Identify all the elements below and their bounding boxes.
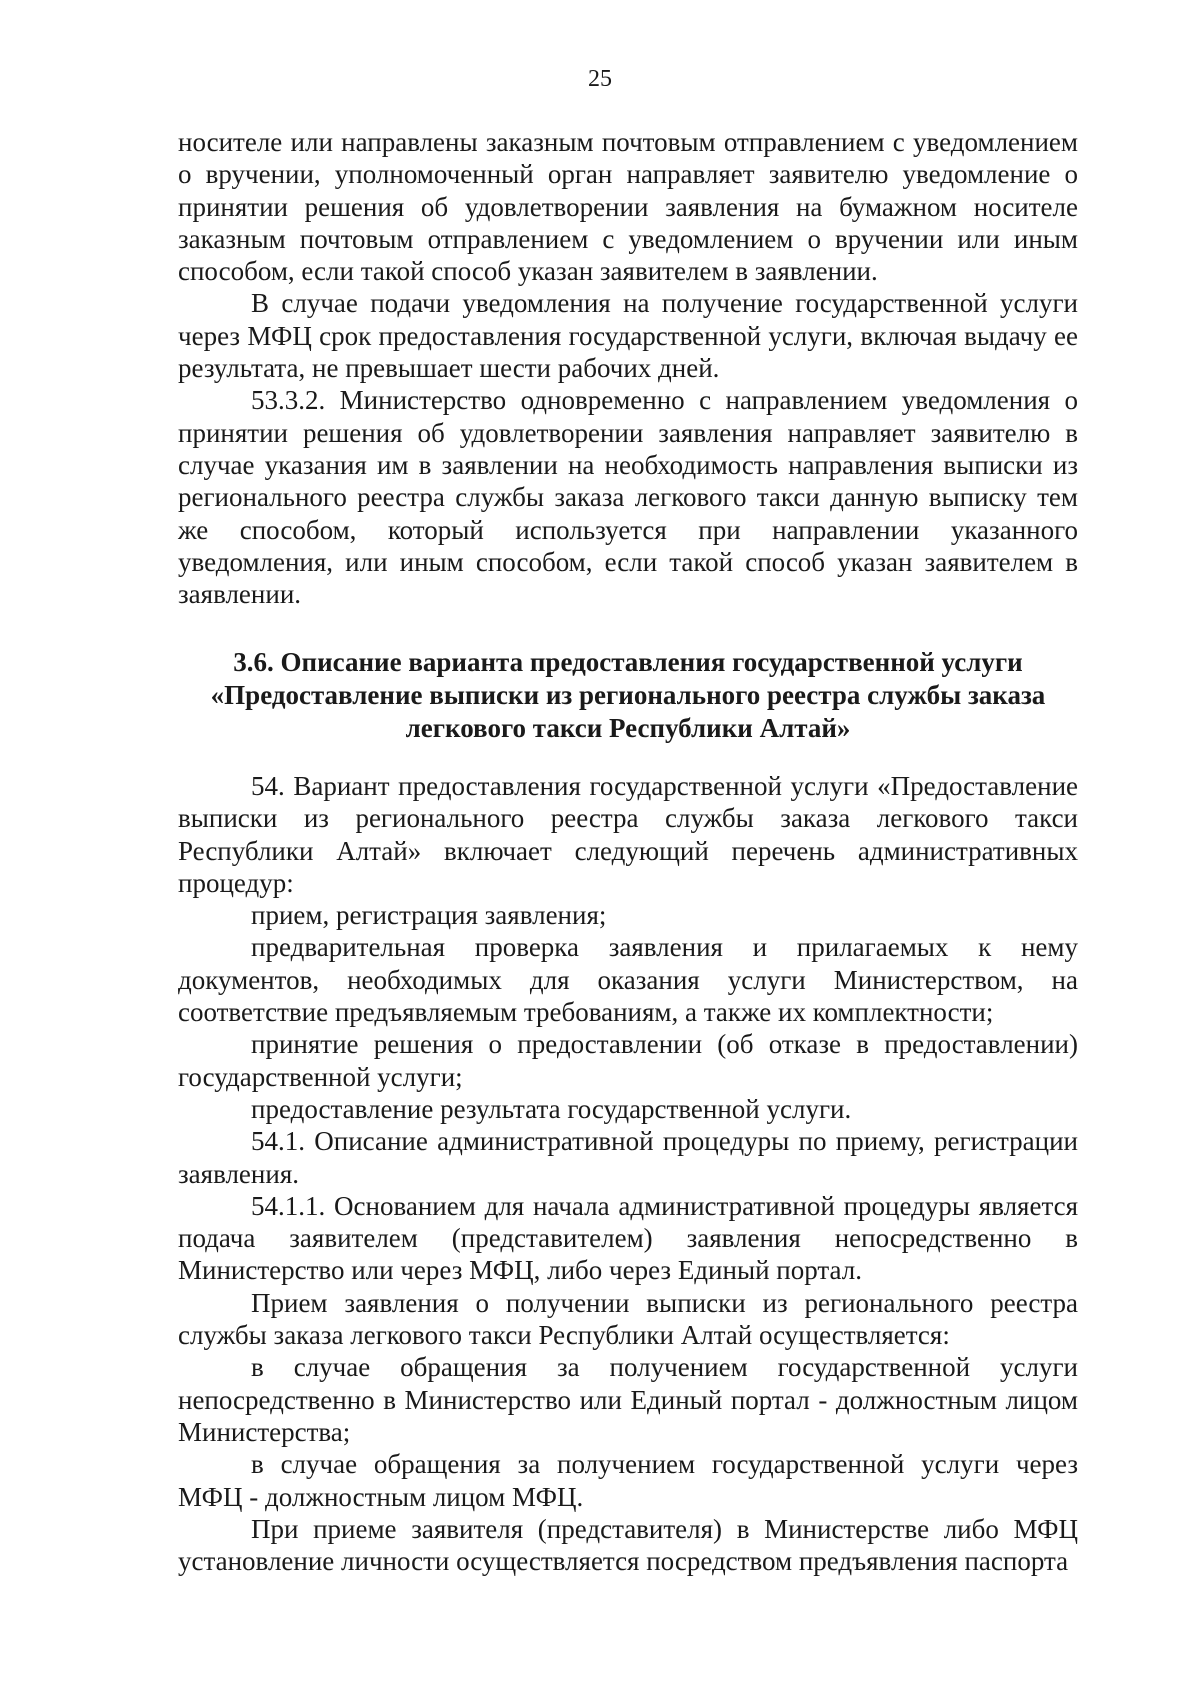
list-item: в случае обращения за получением государственной услуги непосредственно в Министерство или Единый портал - должностным лицом Министерства;	[178, 1352, 1078, 1447]
list-item: предварительная проверка заявления и прилагаемых к нему документов, необходимых для оказания услуги Министерством, на соответствие предъявляемым требованиям, а также их комплектности;	[178, 932, 1078, 1028]
section-heading	[178, 646, 1078, 745]
list-item: прием, регистрация заявления;	[251, 900, 607, 931]
paragraph: носителе или направлены заказным почтовым отправлением с уведомлением о вручении, уполномоченный орган направляет заявителю уведомление о принятии решения об удовлетворении заявления на бумажном носителе заказным почтовым отправлением с уведомлением о вручении или иным способом, если такой способ указан заявителем в заявлении.	[178, 127, 1078, 287]
paragraph: Прием заявления о получении выписки из регионального реестра службы заказа легкового такси Республики Алтай осуществляется:	[178, 1287, 1078, 1351]
paragraph: 54.1.1. Основанием для начала административной процедуры является подача заявителем (представителем) заявления непосредственно в Министерство или через МФЦ, либо через Единый портал.	[178, 1190, 1078, 1286]
bottom-text-block	[178, 770, 1078, 1577]
paragraph: 54. Вариант предоставления государственной услуги «Предоставление выписки из регионального реестра службы заказа легкового такси Республики Алтай» включает следующий перечень административных процедур:	[178, 771, 1078, 898]
page-number: 25	[588, 66, 612, 92]
list-item: в случае обращения за получением государственной услуги через МФЦ - должностным лицом МФЦ.	[178, 1449, 1078, 1512]
paragraph: 53.3.2. Министерство одновременно с направлением уведомления о принятии решения об удовлетворении заявления направляет заявителю в случае указания им в заявлении на необходимость направления выписки из регионального реестра службы заказа легкового такси данную выписку тем же способом, который используется при направлении указанного уведомления, или иным способом, если такой способ указан заявителем в заявлении.	[178, 385, 1078, 610]
section-heading-line: легкового такси Республики Алтай»	[405, 713, 851, 743]
paragraph: В случае подачи уведомления на получение государственной услуги через МФЦ срок предоставления государственной услуги, включая выдачу ее результата, не превышает шести рабочих дней.	[178, 288, 1078, 384]
section-heading-line: «Предоставление выписки из регионального реестра службы заказа	[210, 680, 1046, 710]
section-heading-line: 3.6. Описание варианта предоставления государственной услуги	[233, 647, 1023, 677]
paragraph: При приеме заявителя (представителя) в Министерстве либо МФЦ установление личности осуществляется посредством предъявления паспорта	[178, 1513, 1078, 1577]
list-item: принятие решения о предоставлении (об отказе в предоставлении) государственной услуги;	[178, 1029, 1078, 1092]
paragraph: 54.1. Описание административной процедуры по приему, регистрации заявления.	[178, 1126, 1078, 1189]
top-text-block	[178, 126, 1078, 610]
list-item: предоставление результата государственной услуги.	[251, 1093, 852, 1124]
